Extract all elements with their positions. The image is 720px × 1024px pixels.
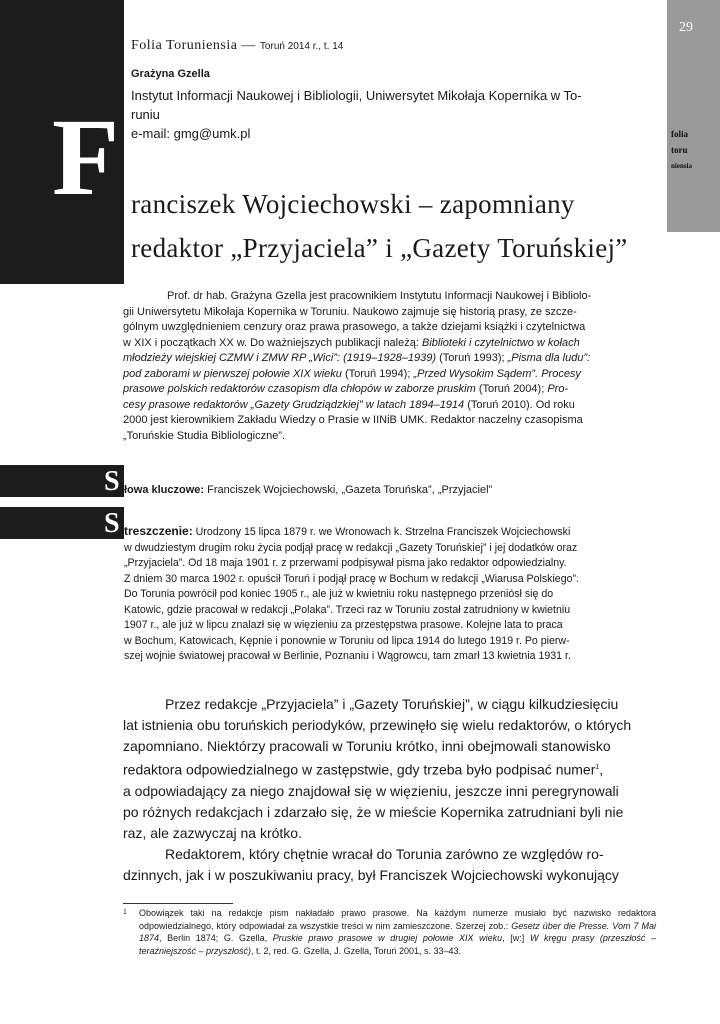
journal-header: [131, 38, 343, 54]
footnote: [123, 907, 656, 957]
body-paragraph-1: [123, 694, 656, 844]
body-text: [123, 694, 656, 886]
article-title: [131, 182, 628, 270]
abstract: [124, 524, 656, 665]
body-line: lat istnienia obu toruńskich periodyków, przewinęło się wielu redaktorów, o których: [123, 717, 632, 733]
drop-cap-f: F: [52, 96, 120, 218]
affiliation-line-1: Instytut Informacji Naukowej i Bibliologii, Uniwersytet Mikołaja Kopernika w To-: [131, 88, 582, 103]
journal-dash: —: [241, 38, 256, 53]
footnote-text: Obowiązek taki na redakcje pism nakładało prawo prasowe. Na każdym numerze musiało być nazwisko redaktora odpowiedzialnego, który odpowiadał za wszystkie treści w nim zamieszczone. Szerzej zob.: Gesetz über die Presse. Vom 7 Mai 1874, Berlin 1874; G. Gzella, Pruskie prawo prasowe w drugiej połowie XIX wieku, [w:] W kręgu prasy (przeszłość – teraźniejszość – przyszłość), t. 2, red. G. Gzella, J. Gzella, Toruń 2001, s. 33–43.: [139, 908, 656, 956]
bio-line: młodzieży wiejskiej CZMW i ZMW RP „Wici”: (1919–1928–1939) (Toruń 1993); „Pisma dla ludu”:: [123, 352, 591, 364]
author-bio: [123, 289, 656, 444]
keywords-text: Franciszek Wojciechowski, „Gazeta Toruńska”, „Przyjaciel”: [207, 484, 493, 496]
body-line: Przez redakcje „Przyjaciela” i „Gazety Toruńskiej”, w ciągu kilkudziesięciu: [165, 696, 619, 712]
author-name: Grażyna Gzella: [131, 68, 210, 80]
bio-line: gii Uniwersytetu Mikołaja Kopernika w Toruniu. Naukowo zajmuje się historią prasy, ze szcze-: [123, 305, 577, 318]
abstract-line: 1907 r., ale już w lipcu znalazł się w więzieniu za przestępstwa prasowe. Kolejne lata to praca: [124, 619, 563, 631]
affiliation-line-2: runiu: [131, 107, 160, 122]
journal-issue: Toruń 2014 r., t. 14: [259, 41, 344, 52]
page-number: 29: [679, 20, 693, 35]
abstract-line: Z dniem 30 marca 1902 r. opuścił Toruń i podjął pracę w Bochum w redakcji „Wiarusa Polskiego”.: [124, 572, 579, 585]
body-line: po różnych redakcjach i zdarzało się, że w mieście Kopernika zatrudniani byli nie: [123, 803, 624, 820]
body-line: Redaktorem, który chętnie wracał do Torunia zarówno ze względów ro-: [165, 845, 604, 862]
footnote-ref[interactable]: 1: [595, 764, 600, 771]
body-line: raz, ale zazwyczaj na krótko.: [123, 824, 302, 841]
bio-line: 2000 jest kierownikiem Zakładu Wiedzy o Prasie w IINiB UMK. Redaktor naczelny czasopisma: [123, 414, 583, 426]
abstract-line: „Przyjaciela”. Od 18 maja 1901 r. z przerwami podpisywał pisma jako redaktor odpowiedzialny.: [124, 557, 567, 569]
side-tab-line-3: niensia: [671, 162, 693, 170]
side-tab-line-2: toru: [671, 145, 688, 155]
abstract-line: w dwudziestym drugim roku życia podjął pracę w redakcji „Gazety Toruńskiej” i jej dodatków oraz: [124, 541, 578, 554]
journal-name: Folia Toruniensia: [131, 38, 238, 53]
author-affiliation: [131, 86, 651, 143]
abstract-line: w Bochum, Katowicach, Kępnie i ponownie w Toruniu od lipca 1914 do lutego 1919 r. Po pierw-: [124, 634, 570, 647]
title-line-1: ranciszek Wojciechowski – zapomniany: [131, 189, 575, 219]
side-tab-line-1: folia: [671, 129, 688, 139]
abstract-drop-s: S: [104, 508, 120, 539]
abstract-line: szej wojnie światowej pracował w Berlinie, Poznaniu i Wągrowcu, tam zmarł 13 kwietnia 1931 r.: [124, 650, 571, 662]
author-email: e-mail: gmg@umk.pl: [131, 126, 251, 141]
bio-line: cesy prasowe redaktorów „Gazety Grudziądzkiej” w latach 1894–1914 (Toruń 2010). Od roku: [123, 398, 575, 411]
abstract-line: Katowic, gdzie pracował w redakcji „Polaka”. Trzeci raz w Toruniu został zatrudniony w kwietniu: [124, 603, 571, 616]
keywords-label: łowa kluczowe:: [124, 484, 205, 496]
body-line: zapomniano. Niektórzy pracowali w Toruniu krótko, inni obejmowali stanowisko: [123, 738, 611, 754]
footnote-mark: 1: [123, 909, 127, 916]
side-tab-logo: [671, 126, 692, 174]
abstract-line: treszczenie: Urodzony 15 lipca 1879 r. we Wronowach k. Strzelna Franciszek Wojciechowski: [124, 524, 571, 538]
body-paragraph-2: [123, 844, 656, 886]
bio-line: w XIX i początkach XX w. Do ważniejszych publikacji należą: Biblioteki i czytelnictwo w kołach: [123, 336, 580, 349]
bio-line: gólnym uwzględnieniem cenzury oraz prawa prasowego, a także dziejami książki i czytelnictwa: [123, 321, 586, 333]
keywords-drop-s: S: [104, 466, 120, 497]
bio-line: „Toruńskie Studia Bibliologiczne”.: [123, 429, 286, 442]
bio-line: prasowe polskich redaktorów czasopism dla chłopów w zaborze pruskim (Toruń 2004); Pro-: [123, 383, 569, 395]
body-line: a odpowiadający za niego znajdował się w więzieniu, jeszcze inni peregrynowali: [123, 782, 619, 799]
keywords: [124, 483, 492, 498]
side-tab: [667, 0, 720, 232]
body-line: dzinnych, jak i w poszukiwaniu pracy, był Franciszek Wojciechowski wykonujący: [123, 866, 619, 883]
body-line: redaktora odpowiedzialnego w zastępstwie, gdy trzeba było podpisać numer$^1$,: [123, 761, 604, 778]
abstract-line: Do Torunia powrócił pod koniec 1905 r., ale już w kwietniu roku następnego przeniósł się do: [124, 588, 554, 600]
abstract-label: treszczenie:: [124, 524, 193, 538]
title-line-2: redaktor „Przyjaciela” i „Gazety Toruńskiej”: [131, 233, 628, 263]
bio-line: Prof. dr hab. Grażyna Gzella jest pracownikiem Instytutu Informacji Naukowej i Bibliolo-: [167, 290, 592, 302]
bio-line: pod zaborami w pierwszej połowie XIX wieku (Toruń 1994); „Przed Wysokim Sądem”. Procesy: [123, 367, 581, 380]
footnote-rule: [123, 903, 233, 904]
